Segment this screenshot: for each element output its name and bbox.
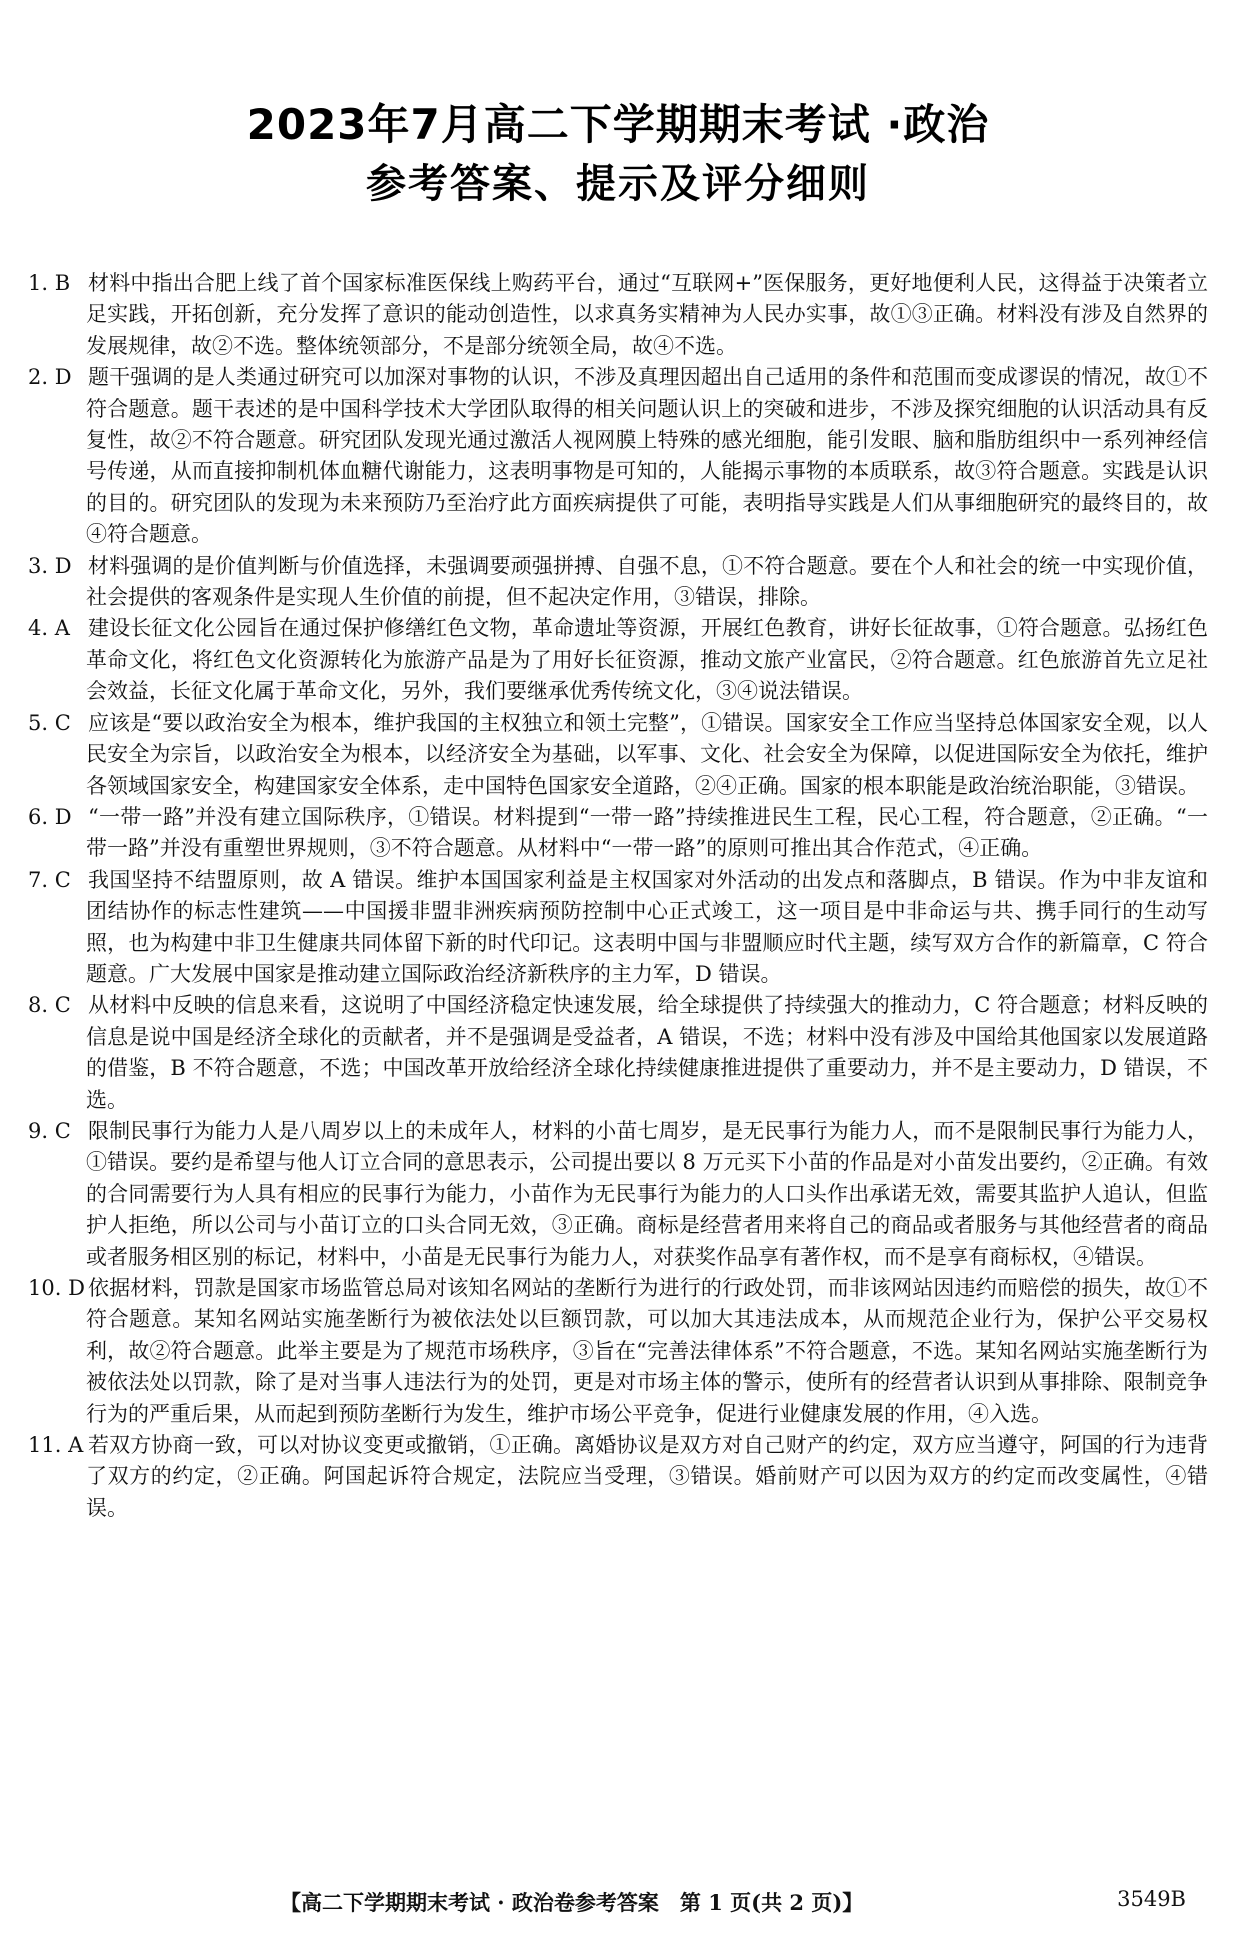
answer-explanation: 若双方协商一致，可以对协议变更或撤销，①正确。离婚协议是双方对自己财产的约定，双方应当遵守，阿国的行为违背了双方的约定，②正确。阿国起诉符合规定，法院应当受理，③错误。婚前财产可以因为双方的约定而改变属性，④错误。: [86, 1433, 1208, 1520]
answer-item: [28, 802, 1208, 865]
answer-item: [28, 268, 1208, 362]
answer-list: [28, 268, 1208, 1524]
answer-number: 6. D: [28, 804, 72, 829]
answer-number: 3. D: [28, 553, 72, 578]
answer-item: [28, 551, 1208, 614]
answer-item: [28, 1273, 1208, 1430]
answer-explanation: 应该是“要以政治安全为根本，维护我国的主权独立和领土完整”，①错误。国家安全工作应当坚持总体国家安全观，以人民安全为宗旨，以政治安全为根本，以经济安全为基础，以军事、文化、社会安全为保障，以促进国际安全为依托，维护各领域国家安全，构建国家安全体系，走中国特色国家安全道路，②④正确。国家的根本职能是政治统治职能，③错误。: [86, 710, 1208, 798]
answer-explanation: 材料强调的是价值判断与价值选择，未强调要顽强拼搏、自强不息，①不符合题意。要在个人和社会的统一中实现价值，社会提供的客观条件是实现人生价值的前提，但不起决定作用，③错误，排除。: [86, 553, 1208, 610]
answer-explanation: 依据材料，罚款是国家市场监管总局对该知名网站的垄断行为进行的行政处罚，而非该网站因违约而赔偿的损失，故①不符合题意。某知名网站实施垄断行为被依法处以巨额罚款，可以加大其违法成本，从而规范企业行为，保护公平交易权利，故②符合题意。此举主要是为了规范市场秩序，③旨在“完善法律体系”不符合题意，不选。某知名网站实施垄断行为被依法处以罚款，除了是对当事人违法行为的处罚，更是对市场主体的警示，使所有的经营者认识到从事排除、限制竞争行为的严重后果，从而起到预防垄断行为发生，维护市场公平竞争，促进行业健康发展的作用，④入选。: [86, 1276, 1208, 1426]
answer-item: [28, 1116, 1208, 1273]
answer-item: [28, 1430, 1208, 1524]
answer-explanation: 题干强调的是人类通过研究可以加深对事物的认识，不涉及真理因超出自己适用的条件和范围而变成谬误的情况，故①不符合题意。题干表述的是中国科学技术大学团队取得的相关问题认识上的突破和进步，不涉及探究细胞的认识活动具有反复性，故②不符合题意。研究团队发现光通过激活人视网膜上特殊的感光细胞，能引发眼、脑和脂肪组织中一系列神经信号传递，从而直接抑制机体血糖代谢能力，这表明事物是可知的，人能揭示事物的本质联系，故③符合题意。实践是认识的目的。研究团队的发现为未来预防乃至治疗此方面疾病提供了可能，表明指导实践是人们从事细胞研究的最终目的，故④符合题意。: [86, 365, 1208, 547]
answer-number: 4. A: [28, 616, 70, 641]
footer-page-info: 【高二下学期期末考试 · 政治卷参考答案 第 1 页(共 2 页)】: [280, 1890, 864, 1915]
answer-number: 10. D: [28, 1276, 85, 1300]
answer-number: 8. C: [28, 993, 71, 1018]
answer-explanation: 从材料中反映的信息来看，这说明了中国经济稳定快速发展，给全球提供了持续强大的推动力，C 符合题意；材料反映的信息是说中国是经济全球化的贡献者，并不是强调是受益者，A 错误，不选；材料中没有涉及中国给其他国家以发展道路的借鉴，B 不符合题意，不选；中国改革开放给经济全球化持续健康推进提供了重要动力，并不是主要动力，D 错误，不选。: [86, 993, 1208, 1112]
answer-explanation: 限制民事行为能力人是八周岁以上的未成年人，材料的小苗七周岁，是无民事行为能力人，而不是限制民事行为能力人，①错误。要约是希望与他人订立合同的意思表示，公司提出要以 8 万元买下小苗的作品是对小苗发出要约，②正确。有效的合同需要行为人具有相应的民事行为能力，小苗作为无民事行为能力的人口头作出承诺无效，需要其监护人追认，但监护人拒绝，所以公司与小苗订立的口头合同无效，③正确。商标是经营者用来将自己的商品或者服务与其他经营者的商品或者服务相区别的标记，材料中，小苗是无民事行为能力人，对获奖作品享有著作权，而不是享有商标权，④错误。: [86, 1118, 1208, 1269]
page-subtitle: 参考答案、提示及评分细则: [366, 161, 870, 207]
answer-explanation: 材料中指出合肥上线了首个国家标准医保线上购药平台，通过“互联网+”医保服务，更好地便利人民，这得益于决策者立足实践，开拓创新，充分发挥了意识的能动创造性，以求真务实精神为人民办实事，故①③正确。材料没有涉及自然界的发展规律，故②不选。整体统领部分，不是部分统领全局，故④不选。: [86, 271, 1208, 358]
answer-explanation: 我国坚持不结盟原则，故 A 错误。维护本国国家利益是主权国家对外活动的出发点和落脚点，B 错误。作为中非友谊和团结协作的标志性建筑——中国援非盟非洲疾病预防控制中心正式竣工，这一项目是中非命运与共、携手同行的生动写照，也为构建中非卫生健康共同体留下新的时代印记。这表明中国与非盟顺应时代主题，续写双方合作的新篇章，C 符合题意。广大发展中国家是推动建立国际政治经济新秩序的主力军，D 错误。: [86, 867, 1208, 986]
answer-explanation: “一带一路”并没有建立国际秩序，①错误。材料提到“一带一路”持续推进民生工程，民心工程，符合题意，②正确。“一带一路”并没有重塑世界规则，③不符合题意。从材料中“一带一路”的原则可推出其合作范式，④正确。: [86, 804, 1208, 861]
page-title: 2023年7月高二下学期期末考试 ·政治: [246, 100, 990, 149]
answer-number: 1. B: [28, 271, 71, 295]
answer-number: 9. C: [28, 1118, 71, 1143]
answer-number: 11. A: [28, 1433, 84, 1458]
answer-item: [28, 990, 1208, 1116]
answer-explanation: 建设长征文化公园旨在通过保护修缮红色文物，革命遗址等资源，开展红色教育，讲好长征故事，①符合题意。弘扬红色革命文化，将红色文化资源转化为旅游产品是为了用好长征资源，推动文旅产业富民，②符合题意。红色旅游首先立足社会效益，长征文化属于革命文化，另外，我们要继承优秀传统文化，③④说法错误。: [86, 616, 1208, 704]
answer-item: [28, 708, 1208, 802]
answer-item: [28, 362, 1208, 550]
answer-item: [28, 613, 1208, 707]
page-footer: [0, 1887, 1236, 1917]
answer-number: 5. C: [28, 710, 71, 735]
footer-code: 3549B: [1117, 1887, 1186, 1911]
answer-item: [28, 865, 1208, 991]
answer-number: 7. C: [28, 867, 71, 892]
answer-number: 2. D: [28, 365, 72, 390]
